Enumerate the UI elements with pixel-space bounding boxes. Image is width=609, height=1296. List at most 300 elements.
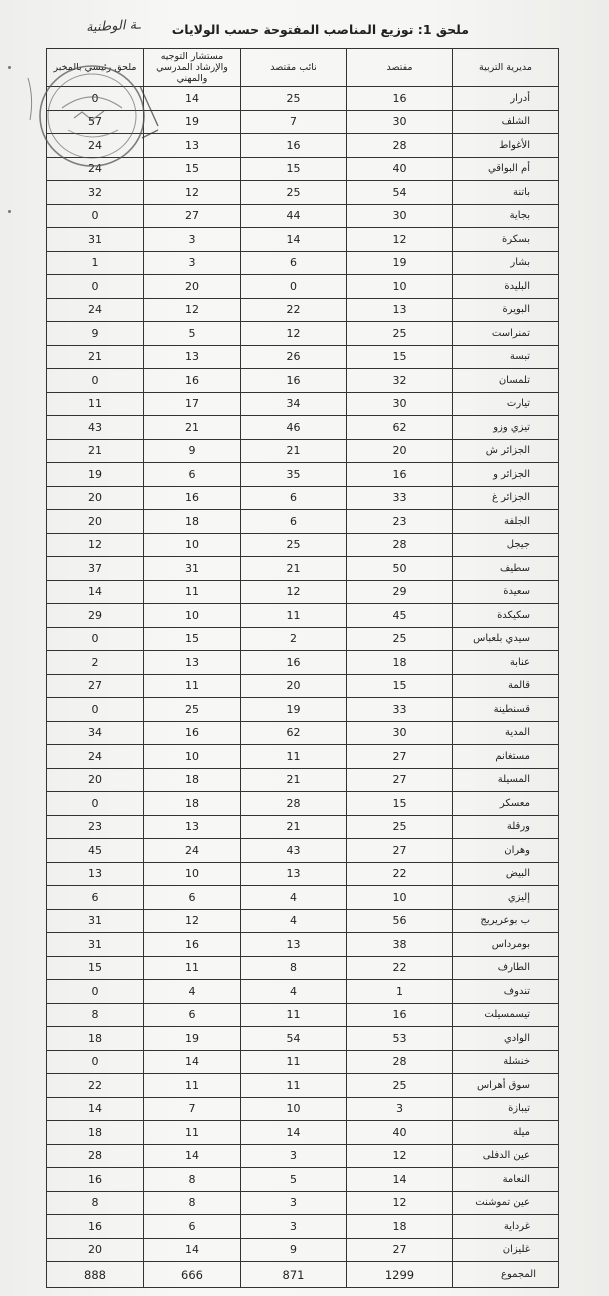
value-cell: 27	[347, 745, 453, 769]
table-row	[47, 1050, 559, 1074]
value-cell: 0	[47, 980, 144, 1004]
value-cell: 31	[47, 909, 144, 933]
directorate-cell: خنشلة	[453, 1050, 559, 1074]
directorate-cell: أم البواقي	[453, 157, 559, 181]
value-cell: 0	[47, 275, 144, 299]
value-cell: 57	[47, 110, 144, 134]
value-cell: 16	[241, 369, 347, 393]
value-cell: 3	[144, 251, 241, 275]
value-cell: 53	[347, 1027, 453, 1051]
table-row	[47, 1074, 559, 1098]
value-cell: 30	[347, 721, 453, 745]
value-cell: 24	[144, 839, 241, 863]
margin-mark	[8, 210, 11, 213]
value-cell: 13	[241, 862, 347, 886]
value-cell: 21	[241, 815, 347, 839]
directorate-cell: ب بوعريريج	[453, 909, 559, 933]
value-cell: 12	[144, 181, 241, 205]
value-cell: 11	[144, 580, 241, 604]
table-row	[47, 580, 559, 604]
value-cell: 11	[144, 674, 241, 698]
table-row	[47, 721, 559, 745]
value-cell: 32	[47, 181, 144, 205]
value-cell: 23	[47, 815, 144, 839]
value-cell: 16	[241, 651, 347, 675]
table-row	[47, 980, 559, 1004]
value-cell: 54	[347, 181, 453, 205]
column-header: مديرية التربية	[453, 49, 559, 87]
table-row	[47, 956, 559, 980]
table-row	[47, 1097, 559, 1121]
value-cell: 7	[144, 1097, 241, 1121]
table-row	[47, 557, 559, 581]
directorate-cell: بسكرة	[453, 228, 559, 252]
value-cell: 28	[347, 134, 453, 158]
directorate-cell: سكيكدة	[453, 604, 559, 628]
directorate-cell: الطارف	[453, 956, 559, 980]
document-title: ملحق 1: توزيع المناصب المفتوحة حسب الولايات	[171, 22, 469, 37]
value-cell: 13	[47, 862, 144, 886]
directorate-cell: مستغانم	[453, 745, 559, 769]
value-cell: 25	[241, 87, 347, 111]
value-cell: 13	[241, 933, 347, 957]
value-cell: 20	[47, 1238, 144, 1262]
directorate-cell: بجاية	[453, 204, 559, 228]
value-cell: 28	[347, 1050, 453, 1074]
value-cell: 2	[241, 627, 347, 651]
value-cell: 9	[144, 439, 241, 463]
value-cell: 22	[347, 862, 453, 886]
value-cell: 14	[47, 580, 144, 604]
value-cell: 11	[241, 604, 347, 628]
value-cell: 6	[47, 886, 144, 910]
directorate-cell: تلمسان	[453, 369, 559, 393]
directorate-cell: ورقلة	[453, 815, 559, 839]
value-cell: 21	[47, 439, 144, 463]
directorate-cell: بومرداس	[453, 933, 559, 957]
value-cell: 16	[144, 369, 241, 393]
value-cell: 30	[347, 110, 453, 134]
value-cell: 43	[47, 416, 144, 440]
value-cell: 11	[144, 956, 241, 980]
value-cell: 6	[241, 251, 347, 275]
value-cell: 16	[347, 463, 453, 487]
table-row	[47, 909, 559, 933]
directorate-cell: سطيف	[453, 557, 559, 581]
value-cell: 4	[241, 886, 347, 910]
value-cell: 0	[47, 369, 144, 393]
value-cell: 18	[144, 768, 241, 792]
directorate-cell: إليزي	[453, 886, 559, 910]
value-cell: 3	[144, 228, 241, 252]
value-cell: 20	[47, 486, 144, 510]
value-cell: 28	[241, 792, 347, 816]
value-cell: 16	[47, 1168, 144, 1192]
value-cell: 8	[47, 1003, 144, 1027]
total-row	[47, 1262, 559, 1288]
value-cell: 27	[144, 204, 241, 228]
value-cell: 0	[47, 627, 144, 651]
value-cell: 19	[144, 1027, 241, 1051]
value-cell: 12	[241, 580, 347, 604]
directorate-cell: تيارت	[453, 392, 559, 416]
directorate-cell: الجزائر و	[453, 463, 559, 487]
value-cell: 11	[47, 392, 144, 416]
value-cell: 22	[347, 956, 453, 980]
value-cell: 2	[47, 651, 144, 675]
value-cell: 31	[47, 933, 144, 957]
table-row	[47, 1027, 559, 1051]
table-row	[47, 110, 559, 134]
value-cell: 18	[347, 1215, 453, 1239]
value-cell: 0	[47, 1050, 144, 1074]
value-cell: 25	[347, 627, 453, 651]
value-cell: 28	[47, 1144, 144, 1168]
value-cell: 20	[47, 510, 144, 534]
value-cell: 14	[347, 1168, 453, 1192]
table-row	[47, 251, 559, 275]
table-row	[47, 181, 559, 205]
value-cell: 16	[144, 933, 241, 957]
value-cell: 21	[144, 416, 241, 440]
value-cell: 43	[241, 839, 347, 863]
value-cell: 15	[347, 792, 453, 816]
directorate-cell: باتنة	[453, 181, 559, 205]
value-cell: 8	[144, 1168, 241, 1192]
table-row	[47, 87, 559, 111]
table-row	[47, 1191, 559, 1215]
value-cell: 15	[144, 157, 241, 181]
table-row	[47, 322, 559, 346]
value-cell: 16	[347, 1003, 453, 1027]
table-row	[47, 533, 559, 557]
table-row	[47, 298, 559, 322]
value-cell: 50	[347, 557, 453, 581]
table-row	[47, 627, 559, 651]
value-cell: 6	[144, 463, 241, 487]
table-row	[47, 933, 559, 957]
total-value: 1299	[347, 1262, 453, 1288]
value-cell: 10	[347, 275, 453, 299]
value-cell: 45	[347, 604, 453, 628]
value-cell: 22	[47, 1074, 144, 1098]
value-cell: 26	[241, 345, 347, 369]
value-cell: 20	[347, 439, 453, 463]
directorate-cell: سعيدة	[453, 580, 559, 604]
value-cell: 21	[241, 439, 347, 463]
value-cell: 1	[347, 980, 453, 1004]
value-cell: 12	[241, 322, 347, 346]
table-row	[47, 392, 559, 416]
value-cell: 18	[47, 1027, 144, 1051]
directorate-cell: تيبازة	[453, 1097, 559, 1121]
column-header: مستشار التوجيه والإرشاد المدرسي والمهني	[144, 49, 241, 87]
value-cell: 11	[241, 1050, 347, 1074]
value-cell: 18	[47, 1121, 144, 1145]
table-row	[47, 1168, 559, 1192]
table-row	[47, 674, 559, 698]
directorate-cell: جيجل	[453, 533, 559, 557]
value-cell: 11	[144, 1121, 241, 1145]
value-cell: 14	[144, 1238, 241, 1262]
value-cell: 19	[47, 463, 144, 487]
value-cell: 12	[144, 298, 241, 322]
value-cell: 13	[347, 298, 453, 322]
total-value: 666	[144, 1262, 241, 1288]
value-cell: 0	[47, 698, 144, 722]
table-row	[47, 768, 559, 792]
column-header: ملحق رئيسي بالمخبر	[47, 49, 144, 87]
value-cell: 8	[47, 1191, 144, 1215]
directorate-cell: الوادي	[453, 1027, 559, 1051]
value-cell: 14	[144, 1144, 241, 1168]
value-cell: 31	[47, 228, 144, 252]
value-cell: 46	[241, 416, 347, 440]
value-cell: 33	[347, 698, 453, 722]
value-cell: 3	[241, 1191, 347, 1215]
value-cell: 25	[241, 533, 347, 557]
value-cell: 11	[241, 1003, 347, 1027]
value-cell: 18	[347, 651, 453, 675]
value-cell: 45	[47, 839, 144, 863]
value-cell: 16	[144, 486, 241, 510]
directorate-cell: قسنطينة	[453, 698, 559, 722]
value-cell: 5	[144, 322, 241, 346]
table-body	[47, 87, 559, 1262]
table-row	[47, 275, 559, 299]
value-cell: 4	[241, 909, 347, 933]
value-cell: 28	[347, 533, 453, 557]
value-cell: 12	[144, 909, 241, 933]
table-row	[47, 345, 559, 369]
value-cell: 7	[241, 110, 347, 134]
value-cell: 40	[347, 157, 453, 181]
value-cell: 37	[47, 557, 144, 581]
table-row	[47, 204, 559, 228]
value-cell: 21	[241, 557, 347, 581]
directorate-cell: تمنراست	[453, 322, 559, 346]
value-cell: 6	[144, 1215, 241, 1239]
table-row	[47, 698, 559, 722]
directorate-cell: النعامة	[453, 1168, 559, 1192]
table-row	[47, 486, 559, 510]
table-row	[47, 157, 559, 181]
value-cell: 13	[144, 815, 241, 839]
margin-mark	[8, 66, 11, 69]
value-cell: 11	[241, 745, 347, 769]
table-row	[47, 416, 559, 440]
value-cell: 16	[347, 87, 453, 111]
table-row	[47, 792, 559, 816]
value-cell: 3	[347, 1097, 453, 1121]
table-row	[47, 463, 559, 487]
value-cell: 11	[241, 1074, 347, 1098]
table-row	[47, 1215, 559, 1239]
table-row	[47, 1238, 559, 1262]
value-cell: 29	[47, 604, 144, 628]
directorate-cell: أدرار	[453, 87, 559, 111]
directorate-cell: الجلفة	[453, 510, 559, 534]
directorate-cell: ميلة	[453, 1121, 559, 1145]
value-cell: 10	[144, 604, 241, 628]
directorate-cell: الشلف	[453, 110, 559, 134]
value-cell: 12	[347, 1191, 453, 1215]
value-cell: 12	[347, 1144, 453, 1168]
value-cell: 3	[241, 1215, 347, 1239]
table-row	[47, 886, 559, 910]
value-cell: 27	[347, 768, 453, 792]
value-cell: 8	[241, 956, 347, 980]
directorate-cell: الجزائر ش	[453, 439, 559, 463]
value-cell: 14	[144, 87, 241, 111]
positions-table	[46, 48, 559, 1288]
value-cell: 62	[347, 416, 453, 440]
value-cell: 24	[47, 745, 144, 769]
value-cell: 1	[47, 251, 144, 275]
value-cell: 27	[47, 674, 144, 698]
value-cell: 24	[47, 134, 144, 158]
directorate-cell: تبسة	[453, 345, 559, 369]
value-cell: 13	[144, 345, 241, 369]
directorate-cell: البويرة	[453, 298, 559, 322]
value-cell: 6	[241, 486, 347, 510]
directorate-cell: سوق أهراس	[453, 1074, 559, 1098]
value-cell: 13	[144, 134, 241, 158]
table-row	[47, 604, 559, 628]
value-cell: 14	[241, 228, 347, 252]
directorate-cell: عين الدفلى	[453, 1144, 559, 1168]
value-cell: 5	[241, 1168, 347, 1192]
value-cell: 30	[347, 392, 453, 416]
value-cell: 31	[144, 557, 241, 581]
table-row	[47, 839, 559, 863]
value-cell: 16	[241, 134, 347, 158]
value-cell: 25	[241, 181, 347, 205]
table-row	[47, 228, 559, 252]
column-header: نائب مقتصد	[241, 49, 347, 87]
table-header-row	[47, 49, 559, 87]
value-cell: 8	[144, 1191, 241, 1215]
directorate-cell: الأغواط	[453, 134, 559, 158]
value-cell: 3	[241, 1144, 347, 1168]
value-cell: 20	[47, 768, 144, 792]
value-cell: 62	[241, 721, 347, 745]
value-cell: 0	[241, 275, 347, 299]
directorate-cell: عين تموشنت	[453, 1191, 559, 1215]
value-cell: 19	[347, 251, 453, 275]
value-cell: 0	[47, 204, 144, 228]
table-row	[47, 651, 559, 675]
table-row	[47, 815, 559, 839]
value-cell: 11	[144, 1074, 241, 1098]
directorate-cell: تيسمسيلت	[453, 1003, 559, 1027]
value-cell: 21	[241, 768, 347, 792]
value-cell: 25	[347, 322, 453, 346]
table-row	[47, 439, 559, 463]
value-cell: 6	[144, 1003, 241, 1027]
table-row	[47, 1003, 559, 1027]
stamp-text: ـة الوطنية	[85, 17, 141, 36]
value-cell: 20	[144, 275, 241, 299]
value-cell: 10	[144, 862, 241, 886]
table-row	[47, 1144, 559, 1168]
value-cell: 24	[47, 298, 144, 322]
value-cell: 17	[144, 392, 241, 416]
value-cell: 14	[47, 1097, 144, 1121]
directorate-cell: المدية	[453, 721, 559, 745]
value-cell: 27	[347, 839, 453, 863]
value-cell: 38	[347, 933, 453, 957]
value-cell: 10	[144, 745, 241, 769]
directorate-cell: البليدة	[453, 275, 559, 299]
value-cell: 18	[144, 792, 241, 816]
value-cell: 19	[241, 698, 347, 722]
value-cell: 18	[144, 510, 241, 534]
total-value: 888	[47, 1262, 144, 1288]
value-cell: 10	[347, 886, 453, 910]
value-cell: 25	[347, 1074, 453, 1098]
value-cell: 4	[144, 980, 241, 1004]
directorate-cell: تيزي وزو	[453, 416, 559, 440]
value-cell: 10	[241, 1097, 347, 1121]
value-cell: 16	[144, 721, 241, 745]
value-cell: 40	[347, 1121, 453, 1145]
value-cell: 4	[241, 980, 347, 1004]
directorate-cell: تندوف	[453, 980, 559, 1004]
directorate-cell: عنابة	[453, 651, 559, 675]
directorate-cell: غليزان	[453, 1238, 559, 1262]
value-cell: 35	[241, 463, 347, 487]
value-cell: 14	[144, 1050, 241, 1074]
directorate-cell: بشار	[453, 251, 559, 275]
value-cell: 16	[47, 1215, 144, 1239]
directorate-cell: قالمة	[453, 674, 559, 698]
value-cell: 34	[241, 392, 347, 416]
value-cell: 0	[47, 792, 144, 816]
table-row	[47, 1121, 559, 1145]
directorate-cell: غرداية	[453, 1215, 559, 1239]
value-cell: 56	[347, 909, 453, 933]
value-cell: 15	[347, 674, 453, 698]
table-row	[47, 134, 559, 158]
value-cell: 19	[144, 110, 241, 134]
directorate-cell: وهران	[453, 839, 559, 863]
table-row	[47, 745, 559, 769]
value-cell: 32	[347, 369, 453, 393]
directorate-cell: المسيلة	[453, 768, 559, 792]
value-cell: 0	[47, 87, 144, 111]
value-cell: 24	[47, 157, 144, 181]
value-cell: 21	[47, 345, 144, 369]
value-cell: 25	[347, 815, 453, 839]
table-row	[47, 862, 559, 886]
value-cell: 44	[241, 204, 347, 228]
directorate-cell: معسكر	[453, 792, 559, 816]
value-cell: 34	[47, 721, 144, 745]
directorate-cell: سيدي بلعباس	[453, 627, 559, 651]
value-cell: 12	[347, 228, 453, 252]
value-cell: 27	[347, 1238, 453, 1262]
table-row	[47, 510, 559, 534]
value-cell: 6	[144, 886, 241, 910]
total-value: 871	[241, 1262, 347, 1288]
value-cell: 10	[144, 533, 241, 557]
value-cell: 12	[47, 533, 144, 557]
table-row	[47, 369, 559, 393]
value-cell: 15	[347, 345, 453, 369]
value-cell: 9	[47, 322, 144, 346]
value-cell: 22	[241, 298, 347, 322]
